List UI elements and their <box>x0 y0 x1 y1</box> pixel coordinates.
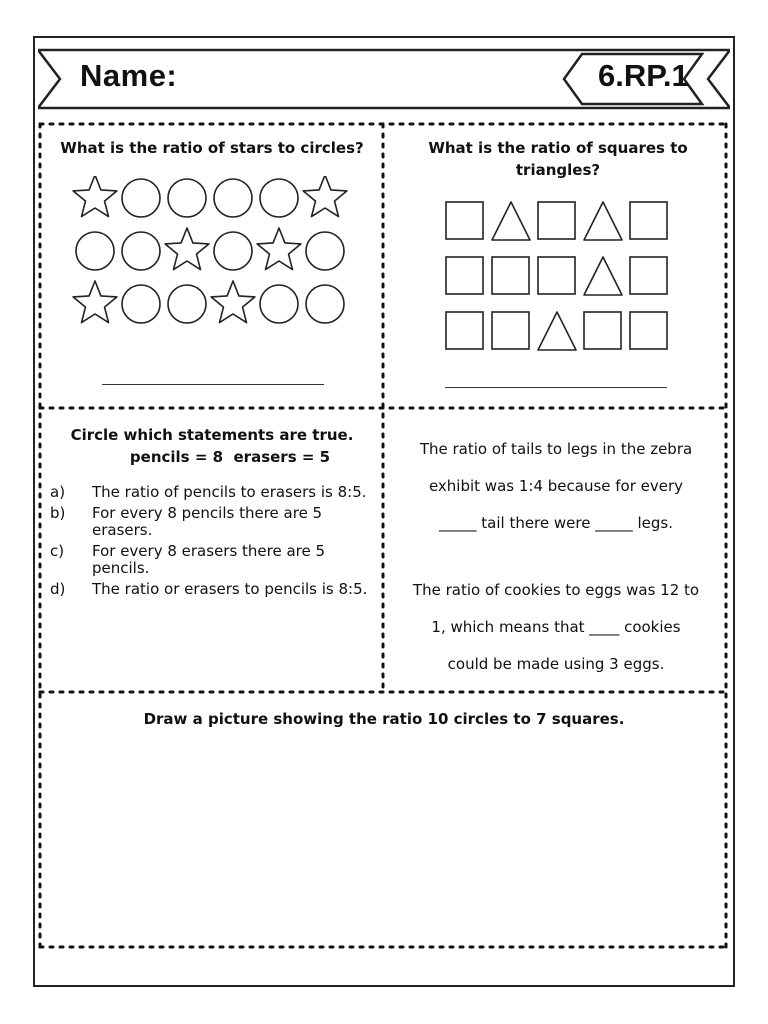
q5-line3: could be made using 3 eggs. <box>447 655 665 673</box>
q1-star-icon <box>73 281 117 323</box>
statement-text: The ratio of pencils to erasers is 8:5. <box>92 483 367 501</box>
q2-square-icon <box>492 257 529 294</box>
q1-star-icon <box>165 228 209 270</box>
statement-letter: a) <box>50 483 66 501</box>
q1-question: What is the ratio of stars to circles? <box>60 139 364 157</box>
q2-square-icon <box>630 202 667 239</box>
q1-circle-icon <box>122 179 160 217</box>
q2-square-icon <box>630 257 667 294</box>
q1-circle-icon <box>260 179 298 217</box>
q1-star-icon <box>257 228 301 270</box>
q3-given: pencils = 8 erasers = 5 <box>129 448 331 466</box>
q1-star-icon <box>73 176 117 217</box>
q2-triangle-icon <box>584 257 622 295</box>
q1-circle-icon <box>122 232 160 270</box>
q1-circle-icon <box>306 285 344 323</box>
q1-circle-icon <box>168 179 206 217</box>
q5-line2: 1, which means that ____ cookies <box>431 618 681 636</box>
q5-line1: The ratio of cookies to eggs was 12 to <box>412 581 700 599</box>
q1-star-icon <box>211 281 255 323</box>
q2-square-icon <box>492 312 529 349</box>
q3-instruction: Circle which statements are true. <box>70 426 354 444</box>
q2-triangle-icon <box>538 312 576 350</box>
q1-shapes <box>72 176 362 326</box>
q6-drawing-area[interactable] <box>50 740 718 940</box>
q2-question: What is the ratio of squares to triangles? <box>428 139 688 179</box>
standard-code: 6.RP.1 <box>598 58 689 93</box>
q2-square-icon <box>446 257 483 294</box>
q4-line2: exhibit was 1:4 because for every <box>428 477 684 495</box>
q2-triangle-icon <box>492 202 530 240</box>
q2-square-icon <box>538 257 575 294</box>
statement-text: For every 8 erasers there are 5 pencils. <box>92 542 326 577</box>
q3-statement[interactable] <box>50 543 370 577</box>
name-label: Name: <box>80 58 178 93</box>
q2-square-icon <box>446 202 483 239</box>
statement-letter: d) <box>50 580 66 598</box>
q1-circle-icon <box>76 232 114 270</box>
q1-circle-icon <box>260 285 298 323</box>
q2-square-icon <box>538 202 575 239</box>
q1-answer-line[interactable] <box>102 384 324 385</box>
statement-text: The ratio or erasers to pencils is 8:5. <box>92 580 368 598</box>
q2-square-icon <box>446 312 483 349</box>
statement-text: For every 8 pencils there are 5 erasers. <box>92 504 323 539</box>
q4-line1: The ratio of tails to legs in the zebra <box>419 440 693 458</box>
q1-circle-icon <box>306 232 344 270</box>
q2-shapes <box>444 200 674 352</box>
q2-triangle-icon <box>584 202 622 240</box>
statement-letter: b) <box>50 504 66 522</box>
q1-circle-icon <box>168 285 206 323</box>
q3-statement[interactable] <box>50 484 370 501</box>
q4-line3: _____ tail there were _____ legs. <box>439 514 673 532</box>
q2-square-icon <box>584 312 621 349</box>
q3-statements <box>50 484 370 602</box>
q2-square-icon <box>630 312 667 349</box>
q6-prompt: Draw a picture showing the ratio 10 circles to 7 squares. <box>143 710 625 728</box>
q3-statement[interactable] <box>50 581 370 598</box>
statement-letter: c) <box>50 542 65 560</box>
q1-circle-icon <box>214 232 252 270</box>
q1-circle-icon <box>122 285 160 323</box>
q1-star-icon <box>303 176 347 217</box>
q3-statement[interactable] <box>50 505 370 539</box>
q2-answer-line[interactable] <box>445 387 667 388</box>
q1-circle-icon <box>214 179 252 217</box>
